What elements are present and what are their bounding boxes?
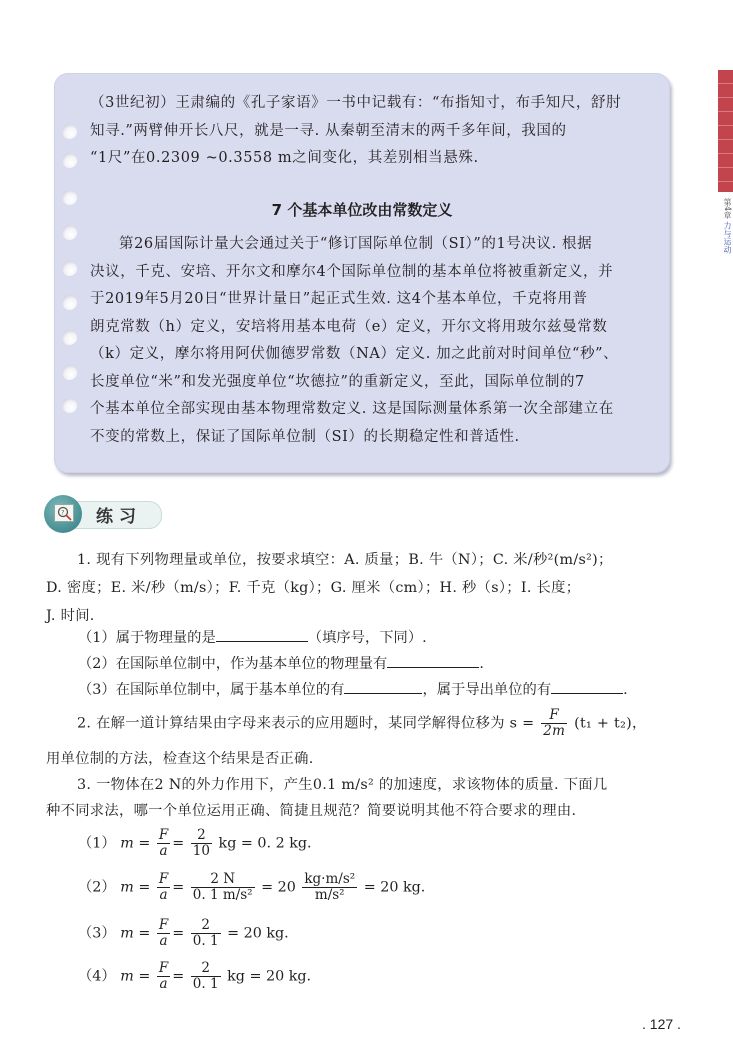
- option-label: （1）: [78, 835, 116, 852]
- prompt-text: .: [623, 682, 628, 698]
- binder-ring-icon: [62, 365, 77, 380]
- text-line: 长度单位“米”和发光强度单位“坎德拉”的重新定义，至此，国际单位制的7: [90, 373, 585, 390]
- question-2: [77, 708, 677, 739]
- option-label: （4）: [78, 968, 116, 985]
- text-line: 1. 现有下列物理量或单位，按要求填空：A. 质量；B. 牛（N）；C. 米/秒²(m/s²)；: [77, 552, 613, 568]
- fraction: [157, 828, 170, 859]
- lhs: m =: [120, 879, 151, 896]
- denominator: m/s²: [314, 887, 345, 903]
- answer-blank[interactable]: [387, 653, 479, 668]
- answer-blank[interactable]: [216, 627, 308, 642]
- chapter-number: 第4章: [723, 198, 732, 220]
- lhs: m =: [120, 925, 151, 942]
- prompt-text: （2）在国际单位制中，作为基本单位的物理量有: [78, 656, 388, 672]
- si-redefinition-paragraph: [90, 231, 658, 451]
- text-line: 种不同求法，哪一个单位运用正确、简捷且规范？简要说明其他不符合要求的理由.: [46, 803, 577, 819]
- prompt-text: （1）属于物理量的是: [78, 630, 216, 646]
- fraction: [157, 918, 170, 949]
- denominator: 0. 1 m/s²: [192, 887, 253, 903]
- binder-ring-icon: [62, 261, 77, 276]
- numerator: kg·m/s²: [304, 871, 356, 887]
- numerator: F: [158, 960, 169, 976]
- option-label: （3）: [78, 925, 116, 942]
- text-line: （k）定义，摩尔将用阿伏伽德罗常数（NA）定义. 加之此前对时间单位“秒”、: [90, 346, 619, 362]
- fraction: [191, 961, 221, 992]
- denominator: 0. 1: [192, 976, 219, 992]
- denominator: a: [159, 887, 168, 903]
- denominator: 0. 1: [192, 933, 219, 949]
- fraction: [191, 828, 212, 859]
- option-label: （2）: [78, 879, 116, 896]
- info-box: [54, 73, 670, 473]
- prompt-text: (t₁ + t₂)，: [574, 715, 647, 732]
- numerator: F: [158, 827, 169, 843]
- text-line: 知寻.”两臂伸开长八尺，就是一寻. 从秦朝至清末的两千多年间，我国的: [90, 122, 567, 139]
- question-3: [46, 773, 674, 823]
- numerator: 2 N: [191, 872, 255, 888]
- svg-text:?: ?: [61, 509, 65, 517]
- question-1-part-2: [78, 652, 484, 676]
- binder-ring-icon: [62, 225, 77, 240]
- fraction: [302, 872, 357, 903]
- numerator: 2: [191, 961, 221, 977]
- chapter-title: 力与运动: [723, 221, 732, 254]
- question-1: [46, 548, 674, 628]
- binder-ring-icon: [62, 124, 77, 139]
- binder-ring-icon: [62, 398, 77, 413]
- numerator: 2: [191, 828, 212, 844]
- question-1-part-1: [78, 626, 427, 650]
- numerator: F: [158, 871, 169, 887]
- fraction: [191, 918, 221, 949]
- option-4: （4） m = $\frac{F}{a}$ = $\frac{2}{0. 1}$ kg = 20 kg.: [78, 960, 312, 992]
- numerator: F: [158, 917, 169, 933]
- exercise-header: [44, 495, 162, 533]
- text-line: 3. 一物体在2 N的外力作用下，产生0.1 m/s² 的加速度，求该物体的质量. 下面几: [77, 777, 608, 793]
- page-number: . 127 .: [642, 1016, 681, 1032]
- binder-ring-icon: [62, 295, 77, 310]
- fraction: [191, 872, 255, 903]
- prompt-text: ，属于导出单位的有: [422, 682, 552, 698]
- numerator: F: [541, 708, 567, 724]
- history-paragraph: [90, 90, 658, 173]
- question-2-line-2: 用单位制的方法，检查这个结果是否正确.: [46, 751, 314, 767]
- result: = 20 kg.: [363, 879, 426, 896]
- question-1-part-3: [78, 678, 628, 702]
- badge-circle: [44, 495, 82, 533]
- denominator: a: [159, 843, 168, 859]
- option-1: （1） m = $\frac{F}{a}$ = $\frac{2}{10}$ kg = 0. 2 kg.: [78, 827, 312, 859]
- chapter-side-tab: [718, 70, 733, 192]
- text-line: （3世纪初）王肃编的《孔子家语》一书中记载有：“布指知寸，布手知尺，舒肘: [90, 95, 622, 111]
- binder-ring-icon: [62, 153, 77, 168]
- answer-blank[interactable]: [551, 679, 623, 694]
- prompt-text: 2. 在解一道计算结果由字母来表示的应用题时，某同学解得位移为 s =: [77, 715, 535, 732]
- fraction: [157, 872, 170, 903]
- option-2: （2） m = $\frac{F}{a}$ = $\frac{2 N}{\text{0. 1 m/s²}}$ = 20 $\frac{\text{kg·m/s²}}{\text{m/s²}}$ = 20 kg.: [78, 871, 426, 903]
- info-box-title: 7 个基本单位改由常数定义: [271, 201, 453, 219]
- text-line: J. 时间.: [46, 608, 95, 624]
- lhs: m =: [120, 835, 151, 852]
- text-line: 第26届国际计量大会通过关于“修订国际单位制（SI）”的1号决议. 根据: [119, 236, 593, 252]
- denominator: 10: [192, 843, 210, 859]
- text-line: D. 密度；E. 米/秒（m/s）；F. 千克（kg）；G. 厘米（cm）；H. 秒（s）；I. 长度；: [46, 580, 581, 596]
- prompt-text: .: [479, 656, 484, 672]
- text-line: 决议，千克、安培、开尔文和摩尔4个国际单位制的基本单位将被重新定义，并: [90, 263, 614, 280]
- chapter-side-label: [722, 198, 732, 254]
- result: kg = 0. 2 kg.: [218, 835, 312, 852]
- numerator: 2: [191, 918, 221, 934]
- exercise-label: 练习: [96, 507, 142, 527]
- text-line: 于2019年5月20日“世界计量日”起正式生效. 这4个基本单位，千克将用普: [90, 291, 588, 307]
- result: = 20 kg.: [227, 925, 289, 942]
- binder-ring-icon: [62, 330, 77, 345]
- lhs: m =: [120, 968, 151, 985]
- text-line: “1尺”在0.2309 ~0.3558 m之间变化，其差别相当悬殊.: [90, 150, 479, 166]
- fraction-F-over-2m: [541, 708, 567, 739]
- prompt-text: （3）在国际单位制中，属于基本单位的有: [78, 682, 345, 698]
- fraction: [157, 961, 170, 992]
- denominator: a: [159, 976, 168, 992]
- answer-blank[interactable]: [344, 679, 422, 694]
- denominator: a: [159, 933, 168, 949]
- text-line: 朗克常数（h）定义，安培将用基本电荷（e）定义，开尔文将用玻尔兹曼常数: [90, 318, 608, 335]
- text-line: 不变的常数上，保证了国际单位制（SI）的长期稳定性和普适性.: [90, 428, 520, 445]
- prompt-text: （填序号，下同）.: [307, 630, 427, 646]
- result: kg = 20 kg.: [227, 968, 312, 985]
- option-3: （3） m = $\frac{F}{a}$ = $\frac{2}{0. 1}$ = 20 kg.: [78, 917, 289, 949]
- intermediate: = 20: [261, 879, 296, 896]
- magnifier-question-icon: [54, 504, 74, 522]
- text-line: 个基本单位全部实现由基本物理常数定义. 这是国际测量体系第一次全部建立在: [90, 401, 614, 417]
- denominator: 2m: [543, 723, 566, 739]
